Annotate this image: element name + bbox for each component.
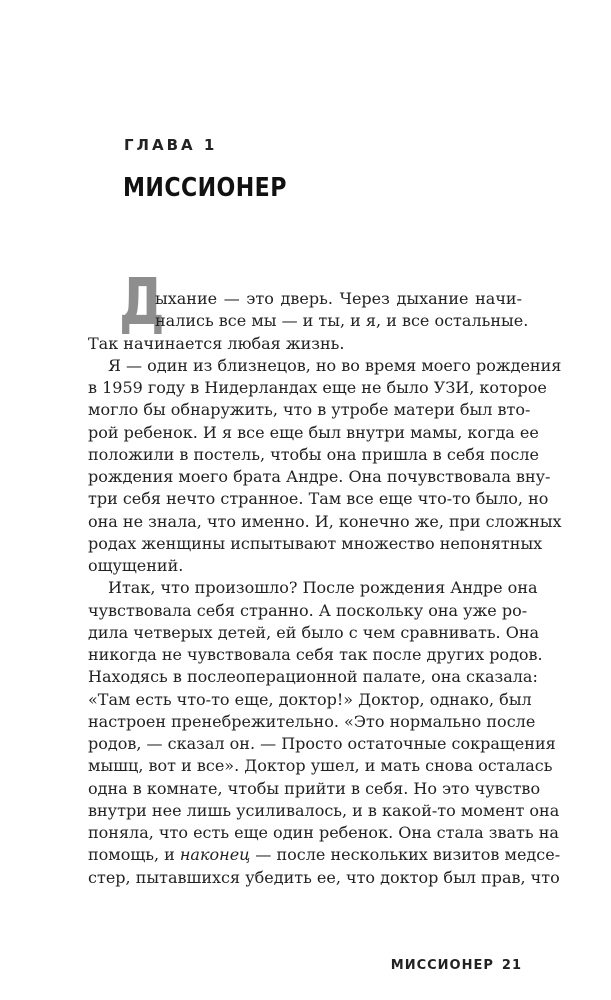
text-line: [88, 822, 559, 844]
text-line: [88, 511, 562, 533]
text-line: [88, 644, 543, 666]
text-span: внутри нее лишь усиливалось, и в какой-то момент она: [88, 800, 560, 820]
text-span: ыхание — это дверь. Через дыхание начи-: [155, 289, 522, 308]
page-number: 21: [501, 958, 522, 973]
text-span: Находясь в послеоперационной палате, она сказала:: [88, 667, 538, 687]
italic-text: наконец: [179, 845, 251, 865]
text-span: стер, пытавшихся убедить ее, что доктор был прав, что: [88, 867, 560, 887]
text-line: [88, 377, 547, 399]
text-span: Так начинается любая жизнь.: [88, 333, 345, 353]
text-line: [88, 288, 522, 310]
text-line: [88, 466, 551, 488]
text-line: [88, 666, 538, 688]
page-footer: [391, 958, 522, 973]
text-span: три себя нечто странное. Там все еще что-то было, но: [88, 489, 549, 509]
text-line: [88, 422, 539, 444]
text-line: [88, 488, 549, 510]
text-line: [88, 800, 560, 822]
text-line: [88, 577, 538, 599]
text-span: помощь, и: [88, 845, 180, 865]
text-line: [88, 310, 529, 332]
text-span: родов, — сказал он. — Просто остаточные сокращения: [88, 734, 556, 753]
text-span: родах женщины испытывают множество непонятных: [88, 533, 543, 553]
text-span: рождения моего брата Андре. Она почувствовала вну-: [88, 467, 551, 486]
text-span: ощущений.: [88, 556, 184, 575]
text-line: [88, 333, 522, 355]
text-span: Я — один из близнецов, но во время моего рождения: [108, 355, 562, 375]
body-text: [88, 288, 562, 889]
text-span: Итак, что произошло? После рождения Андре она: [108, 578, 538, 598]
text-span: нались все мы — и ты, и я, и все остальные.: [155, 311, 529, 331]
text-line: [88, 555, 522, 577]
text-span: поняла, что есть еще один ребенок. Она стала звать на: [88, 823, 559, 842]
text-span: — после нескольких визитов медсе-: [250, 845, 561, 865]
text-span: положили в постель, чтобы она пришла в себя после: [88, 444, 540, 464]
text-span: дила четверых детей, ей было с чем сравнивать. Она: [88, 622, 540, 642]
text-line: [88, 844, 561, 866]
text-span: одна в комнате, чтобы прийти в себя. Но это чувство: [88, 778, 541, 798]
running-title: МИССИОНЕР: [390, 958, 494, 973]
text-line: [88, 755, 553, 777]
chapter-label: ГЛАВА 1: [124, 136, 218, 154]
text-line: [88, 533, 543, 555]
text-line: [88, 711, 536, 733]
text-span: могло бы обнаружить, что в утробе матери был вто-: [88, 400, 531, 420]
chapter-title: МИССИОНЕР: [123, 173, 287, 203]
text-span: никогда не чувствовала себя так после других родов.: [88, 645, 543, 664]
text-span: в 1959 году в Нидерландах еще не было УЗИ, которое: [88, 378, 547, 397]
text-line: [88, 399, 531, 421]
text-span: она не знала, что именно. И, конечно же, при сложных: [88, 511, 562, 531]
text-span: мышц, вот и все». Доктор ушел, и мать снова осталась: [88, 756, 553, 776]
text-span: «Там есть что-то еще, доктор!» Доктор, однако, был: [88, 689, 532, 709]
text-line: [88, 778, 541, 800]
text-line: [88, 689, 532, 711]
text-line: [88, 867, 560, 889]
text-line: [88, 733, 556, 755]
text-span: настроен пренебрежительно. «Это нормально после: [88, 711, 536, 731]
text-line: [88, 444, 540, 466]
text-span: чувствовала себя странно. А поскольку она уже ро-: [88, 600, 528, 620]
text-line: [88, 355, 562, 377]
text-line: [88, 622, 540, 644]
text-line: [88, 600, 528, 622]
text-span: рой ребенок. И я все еще был внутри мамы, когда ее: [88, 422, 539, 442]
drop-cap: Д: [119, 266, 165, 340]
